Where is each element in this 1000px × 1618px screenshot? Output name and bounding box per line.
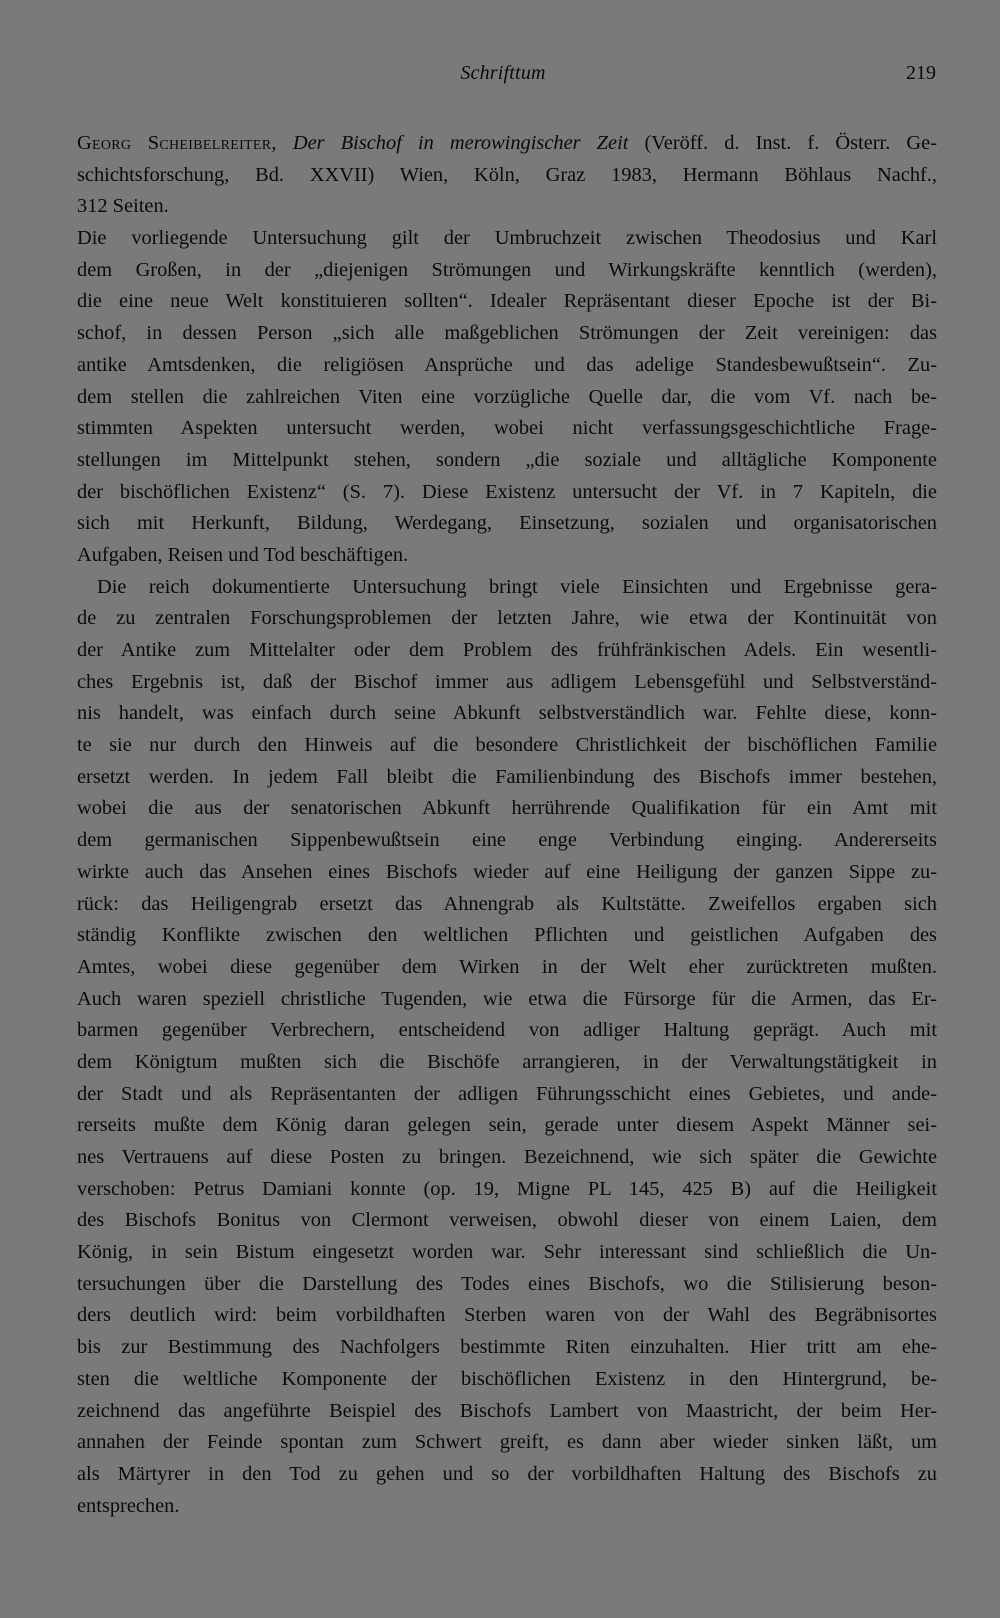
entry-heading-line bbox=[77, 128, 937, 160]
text-line: wobei die aus der senatorischen Abkunft herrührende Qualifikation für ein Amt mit bbox=[77, 797, 937, 820]
text-line: antike Amtsdenken, die religiösen Ansprüche und das adelige Standesbewußtsein“. Zu- bbox=[77, 353, 937, 376]
text-line: dem germanischen Sippenbewußtsein eine enge Verbindung einging. Andererseits bbox=[77, 829, 937, 852]
text-line: ständig Konflikte zwischen den weltlichen Pflichten und geistlichen Aufgaben des bbox=[77, 924, 937, 947]
text-line: 312 Seiten. bbox=[77, 195, 169, 218]
text-line: entsprechen. bbox=[77, 1494, 180, 1517]
text-line: tersuchungen über die Darstellung des Todes eines Bischofs, wo die Stilisierung beson- bbox=[77, 1272, 937, 1295]
text-line: des Bischofs Bonitus von Clermont verweisen, obwohl dieser von einem Laien, dem bbox=[77, 1209, 937, 1232]
text-line: annahen der Feinde spontan zum Schwert greift, es dann aber wieder sinken läßt, um bbox=[77, 1431, 937, 1454]
text-line: te sie nur durch den Hinweis auf die besondere Christlichkeit der bischöflichen Familie bbox=[77, 734, 937, 757]
text-line: schof, in dessen Person „sich alle maßgeblichen Strömungen der Zeit vereinigen: das bbox=[77, 322, 937, 345]
text-line: stimmten Aspekten untersucht werden, wobei nicht verfassungsgeschichtliche Frage- bbox=[77, 417, 937, 440]
text-line: zeichnend das angeführte Beispiel des Bischofs Lambert von Maastricht, der beim Her- bbox=[77, 1399, 937, 1422]
text-line: barmen gegenüber Verbrechern, entscheidend von adliger Haltung geprägt. Auch mit bbox=[77, 1019, 937, 1042]
text-line: ches Ergebnis ist, daß der Bischof immer aus adligem Lebensgefühl und Selbstverständ- bbox=[77, 670, 937, 693]
text-line: Auch waren speziell christliche Tugenden, wie etwa die Fürsorge für die Armen, das Er- bbox=[77, 987, 937, 1010]
text-line: Aufgaben, Reisen und Tod beschäftigen. bbox=[77, 543, 409, 566]
text-line: König, in sein Bistum eingesetzt worden war. Sehr interessant sind schließlich die Un- bbox=[77, 1241, 937, 1264]
text-line: dem Großen, in der „diejenigen Strömungen und Wirkungskräfte kenntlich (werden), bbox=[77, 258, 937, 281]
text-line: bis zur Bestimmung des Nachfolgers bestimmte Riten einzuhalten. Hier tritt am ehe- bbox=[77, 1336, 937, 1359]
text-line: Amtes, wobei diese gegenüber dem Wirken in der Welt eher zurücktreten mußten. bbox=[77, 955, 937, 978]
text-line: sich mit Herkunft, Bildung, Werdegang, Einsetzung, sozialen und organisatorischen bbox=[77, 512, 937, 535]
text-line: schichtsforschung, Bd. XXVII) Wien, Köln, Graz 1983, Hermann Böhlaus Nachf., bbox=[77, 163, 937, 186]
text-line: der bischöflichen Existenz“ (S. 7). Diese Existenz untersucht der Vf. in 7 Kapiteln, die bbox=[77, 480, 937, 503]
review-author: Georg Scheibelreiter, bbox=[77, 132, 277, 154]
text-line: Die vorliegende Untersuchung gilt der Umbruchzeit zwischen Theodosius und Karl bbox=[77, 227, 937, 250]
review-imprint: (Veröff. d. Inst. f. Österr. Ge- bbox=[644, 132, 937, 154]
text-line: der Stadt und als Repräsentanten der adligen Führungsschicht eines Gebietes, und ande- bbox=[77, 1082, 937, 1105]
text-line: ersetzt werden. In jedem Fall bleibt die Familienbindung des Bischofs immer bestehen, bbox=[77, 765, 937, 788]
text-line: rerseits mußte dem König daran gelegen sein, gerade unter diesem Aspekt Männer sei- bbox=[77, 1114, 937, 1137]
page-number: 219 bbox=[906, 62, 936, 84]
text-line: nes Vertrauens auf diese Posten zu bringen. Bezeichnend, wie sich später die Gewichte bbox=[77, 1146, 937, 1168]
running-title: Schrifttum bbox=[460, 62, 546, 84]
text-line: nis handelt, was einfach durch seine Abkunft selbstverständlich war. Fehlte diese, konn- bbox=[77, 702, 937, 725]
text-line: ders deutlich wird: beim vorbildhaften Sterben waren von der Wahl des Begräbnisortes bbox=[77, 1304, 937, 1327]
text-line: die eine neue Welt konstituieren sollten“. Idealer Repräsentant dieser Epoche ist der Bi- bbox=[77, 290, 937, 313]
text-line: sten die weltliche Komponente der bischöflichen Existenz in den Hintergrund, be- bbox=[77, 1367, 937, 1390]
text-line: wirkte auch das Ansehen eines Bischofs wieder auf eine Heiligung der ganzen Sippe zu- bbox=[77, 860, 937, 883]
text-line: als Märtyrer in den Tod zu gehen und so der vorbildhaften Haltung des Bischofs zu bbox=[77, 1462, 937, 1485]
text-line: Die reich dokumentierte Untersuchung bringt viele Einsichten und Ergebnisse gera- bbox=[97, 575, 937, 598]
text-line: stellungen im Mittelpunkt stehen, sondern „die soziale und alltägliche Komponente bbox=[77, 448, 937, 471]
review-book-title: Der Bischof in merowingischer Zeit bbox=[292, 132, 629, 154]
text-line: der Antike zum Mittelalter oder dem Problem des frühfränkischen Adels. Ein wesentli- bbox=[77, 639, 937, 661]
running-head bbox=[70, 62, 936, 96]
review-text bbox=[77, 128, 937, 1522]
text-line: rück: das Heiligengrab ersetzt das Ahnengrab als Kultstätte. Zweifellos ergaben sich bbox=[77, 892, 937, 915]
text-line: verschoben: Petrus Damiani konnte (op. 19, Migne PL 145, 425 B) auf die Heiligkeit bbox=[77, 1177, 937, 1200]
text-line: dem Königtum mußten sich die Bischöfe arrangieren, in der Verwaltungstätigkeit in bbox=[77, 1050, 937, 1073]
text-line: de zu zentralen Forschungsproblemen der letzten Jahre, wie etwa der Kontinuität von bbox=[77, 607, 937, 630]
text-line: dem stellen die zahlreichen Viten eine vorzügliche Quelle dar, die vom Vf. nach be- bbox=[77, 385, 937, 408]
